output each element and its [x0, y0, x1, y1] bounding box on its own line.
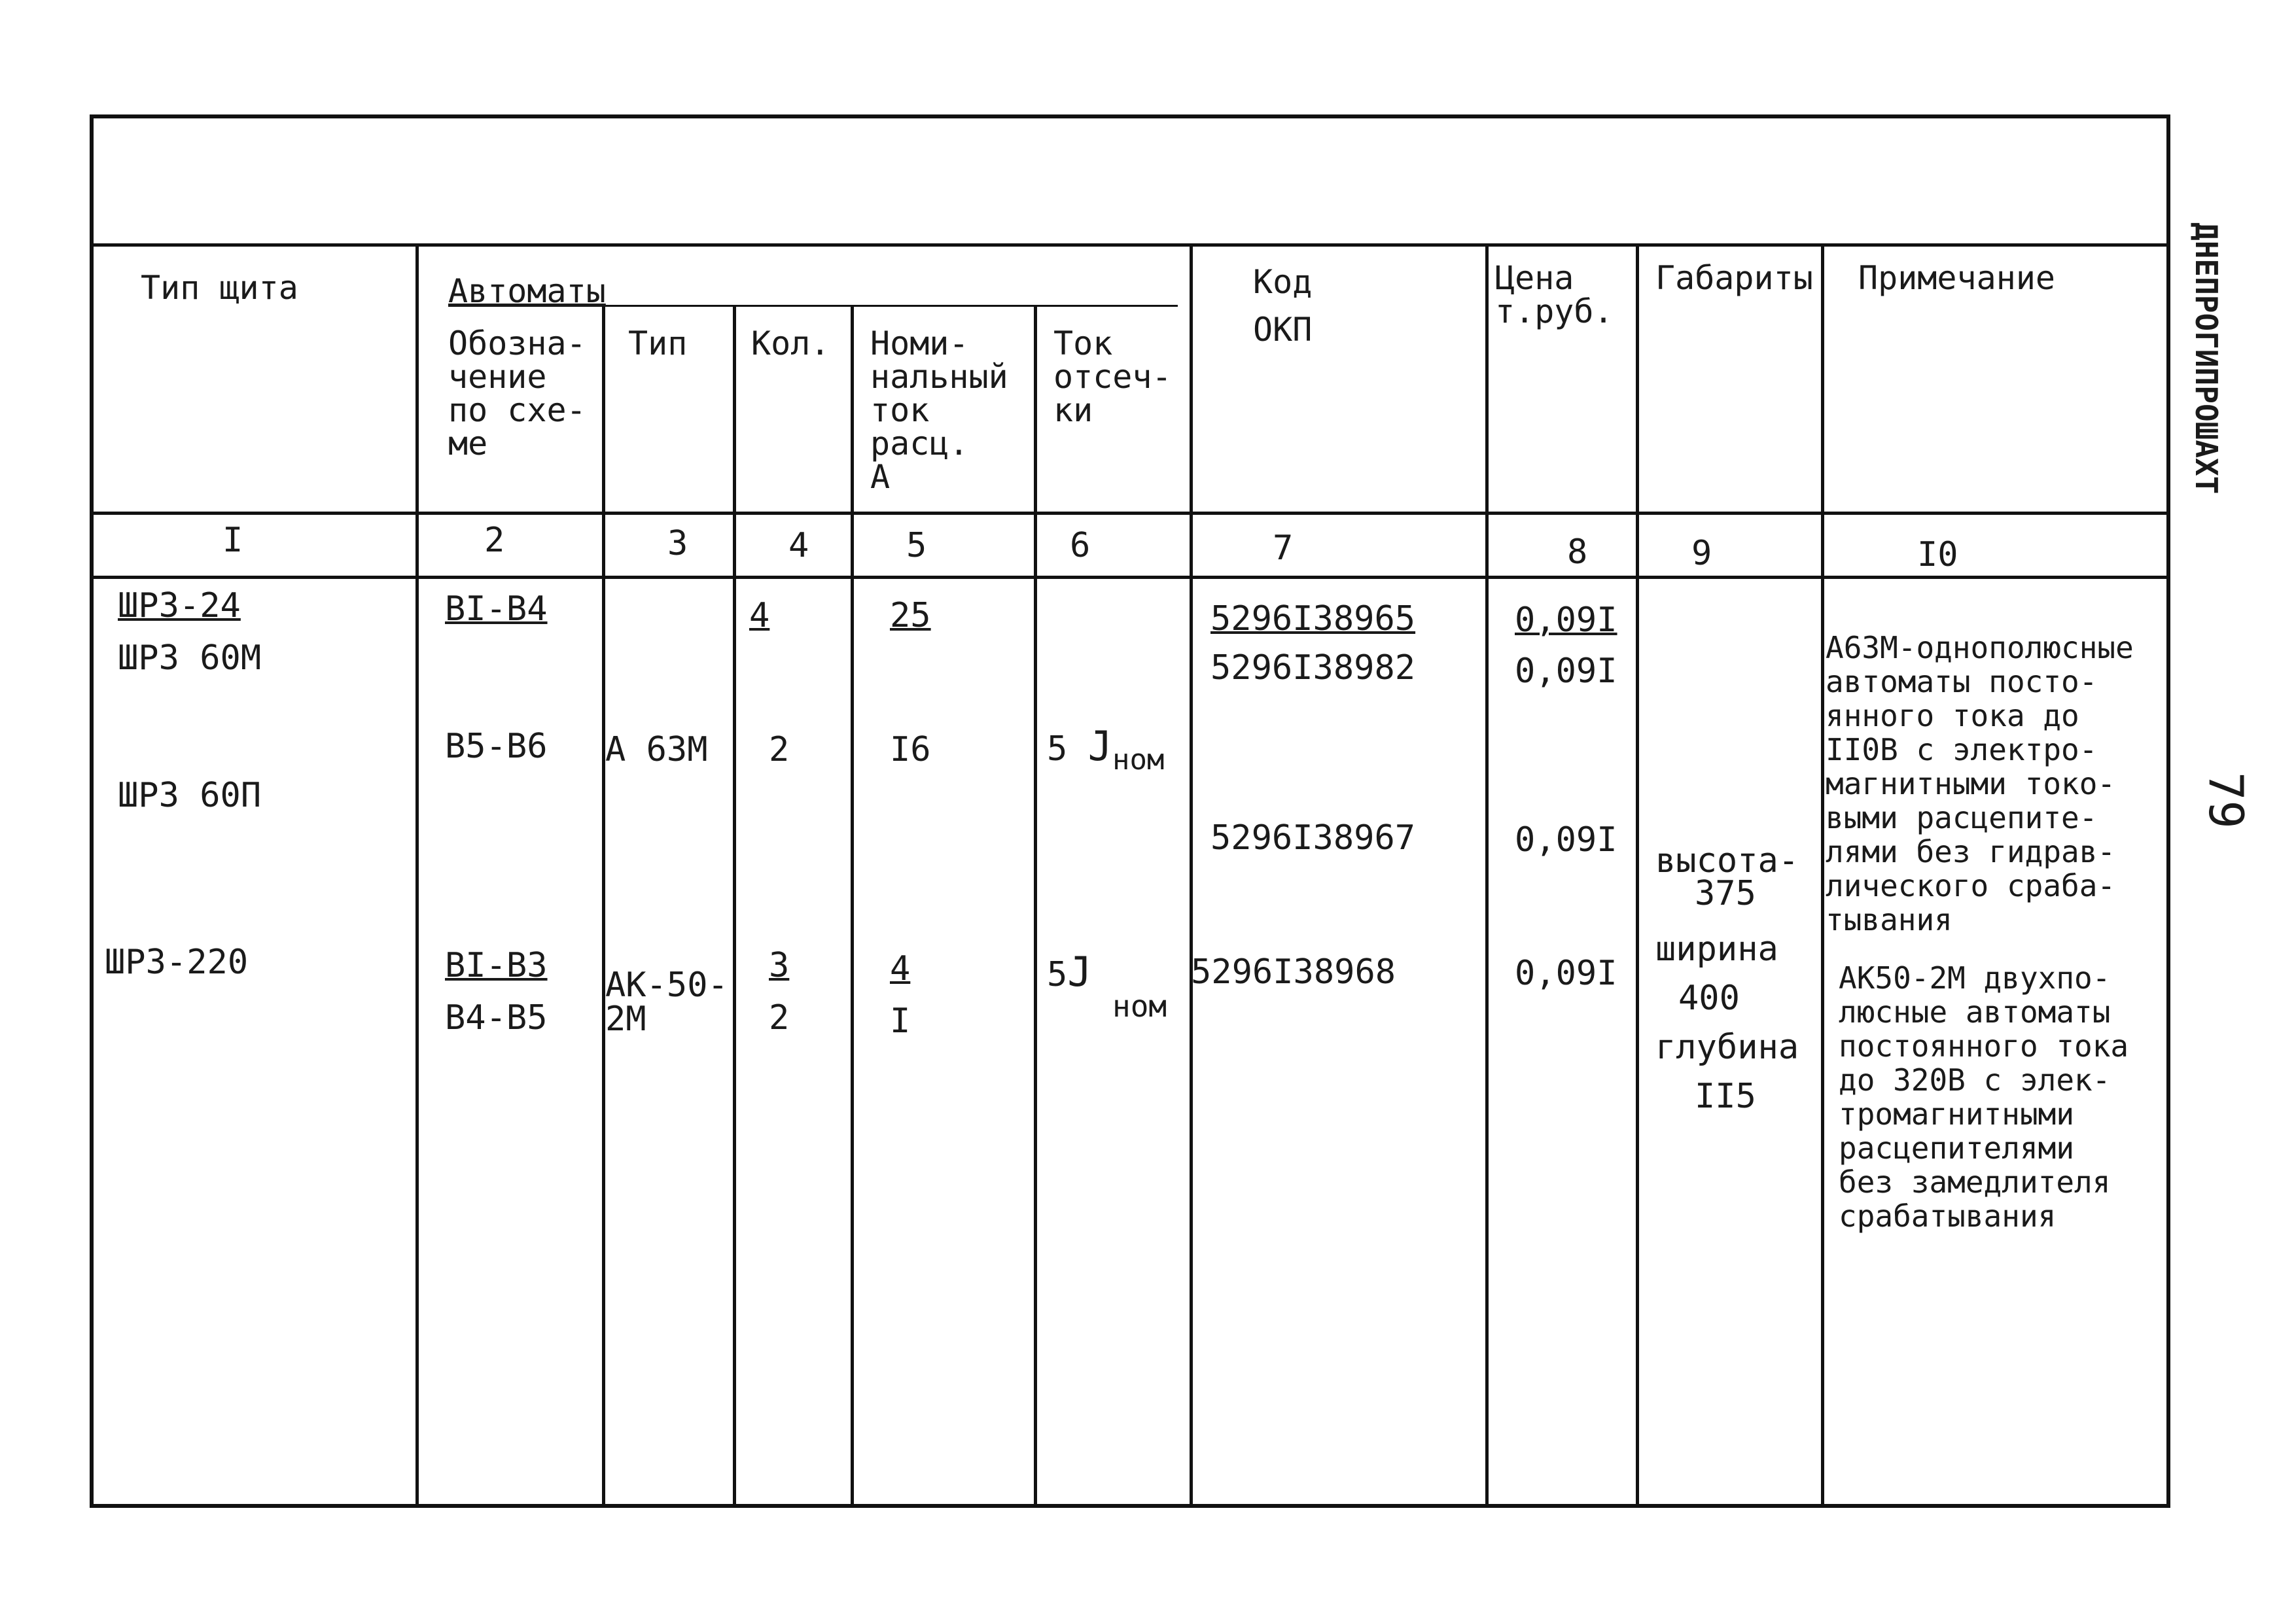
col-divider-9: [1821, 243, 1824, 1506]
col-number-10: I0: [1917, 535, 1958, 574]
col-divider-4: [851, 305, 854, 1506]
row1-kol: 4: [749, 596, 770, 635]
header-tip-shchita: Тип щита: [141, 269, 298, 307]
row3-tok-number: 5: [1047, 729, 1068, 769]
row3-tok-symbol: J: [1087, 722, 1112, 770]
header-nom-tok: Номи- нальный ток расц. А: [870, 324, 1008, 496]
header-primechanie: Примечание: [1858, 259, 2056, 297]
header-tip: Тип: [628, 324, 688, 362]
col-divider-8: [1636, 243, 1639, 1506]
row2-tsena: 0,09I: [1515, 652, 1617, 691]
row5-tok-number: 5: [1047, 955, 1068, 994]
row5-type: ШРЗ-220: [105, 943, 249, 982]
row5-nom-tok-b: I: [890, 1002, 911, 1041]
row1-kod-okp: 5296I38965: [1210, 599, 1416, 638]
header-kod-okp: Код ОКП: [1253, 263, 1313, 349]
page-number: 79: [2199, 772, 2253, 829]
row5-tip: АК-50- 2М: [605, 966, 728, 1039]
row3-kol: 2: [769, 730, 790, 769]
header-bottom-rule: [90, 512, 2167, 515]
gabarity-vysota-label: высота-: [1655, 841, 1799, 881]
header-gabarity: Габариты: [1655, 259, 1813, 297]
header-tsena: Цена т.руб.: [1495, 259, 1614, 330]
row5-tok-symbol: J: [1067, 948, 1092, 996]
row1-tsena: 0,09I: [1515, 601, 1617, 640]
row4-type: ШРЗ 60П: [118, 776, 262, 815]
row1-type: ШРЗ-24: [118, 586, 241, 625]
gabarity-vysota-value: 375: [1695, 874, 1756, 913]
gabarity-glubina-label: глубина: [1655, 1028, 1799, 1067]
row5-nom-tok-a: 4: [890, 949, 911, 988]
row2-kod-okp: 5296I38982: [1210, 648, 1416, 688]
numbers-bottom-rule: [90, 576, 2167, 579]
col-number-2: 2: [484, 521, 505, 560]
col-divider-6: [1190, 243, 1193, 1506]
gabarity-shirina-value: 400: [1678, 979, 1740, 1018]
col-number-5: 5: [906, 526, 927, 565]
col-number-1: I: [222, 521, 243, 560]
gabarity-glubina-value: II5: [1695, 1077, 1756, 1116]
row3-tok-otsechki: [1047, 722, 1165, 777]
header-top-rule: [90, 243, 2167, 247]
col-divider-3: [733, 305, 736, 1506]
row1-nom-tok: 25: [890, 596, 931, 635]
row5-tok-subscript: ном: [1112, 988, 1167, 1024]
row5-tsena: 0,09I: [1515, 954, 1617, 993]
row5-kol-b: 2: [769, 998, 790, 1038]
note-a63m: А63М-однополюсные автоматы посто- янного тока до II0В с электро- магнитными токо- выми расцепите- лями без гидрав- лического сраба- тывания: [1826, 630, 2134, 937]
col-divider-7: [1485, 243, 1489, 1506]
col-divider-1: [415, 243, 419, 1506]
col-divider-5: [1034, 305, 1037, 1506]
col-number-6: 6: [1070, 526, 1091, 565]
col-number-8: 8: [1567, 532, 1588, 572]
row5-oboznachenie-b: В4-В5: [445, 998, 548, 1038]
col-number-9: 9: [1691, 534, 1712, 573]
row3-nom-tok: I6: [890, 730, 931, 769]
note-ak50-2m: АК50-2М двухпо- люсные автоматы постоянного тока до 320В с элек- тромагнитными расцепителями без замедлителя срабатывания: [1839, 960, 2129, 1234]
header-avtomaty: Автоматы: [448, 272, 606, 310]
row3-oboznachenie: В5-В6: [445, 727, 548, 766]
row5-tok-otsechki: [1047, 948, 1092, 996]
row5-kod-okp: 5296I38968: [1191, 952, 1396, 992]
row2-type: ШРЗ 60М: [118, 638, 262, 678]
side-organization-stamp: ДНЕПРОГИПРОШАХТ: [2189, 222, 2224, 495]
header-kol: Кол.: [751, 324, 830, 362]
header-tok-otsechki: Ток отсеч- ки: [1053, 324, 1172, 429]
row5-oboznachenie-a: ВI-В3: [445, 946, 548, 985]
col-number-4: 4: [788, 526, 809, 565]
row3-tok-subscript: ном: [1112, 743, 1165, 777]
col-number-3: 3: [667, 524, 688, 563]
row3-tip: А 63М: [605, 730, 708, 769]
col-divider-2: [602, 305, 605, 1506]
header-oboznachenie: Обозна- чение по схе- ме: [448, 324, 586, 462]
row4-tsena: 0,09I: [1515, 820, 1617, 860]
row1-oboznachenie: ВI-В4: [445, 589, 548, 629]
row5-kol-a: 3: [769, 946, 790, 985]
col-number-7: 7: [1273, 529, 1294, 568]
gabarity-shirina-label: ширина: [1655, 930, 1778, 969]
row4-kod-okp: 5296I38967: [1210, 818, 1416, 858]
